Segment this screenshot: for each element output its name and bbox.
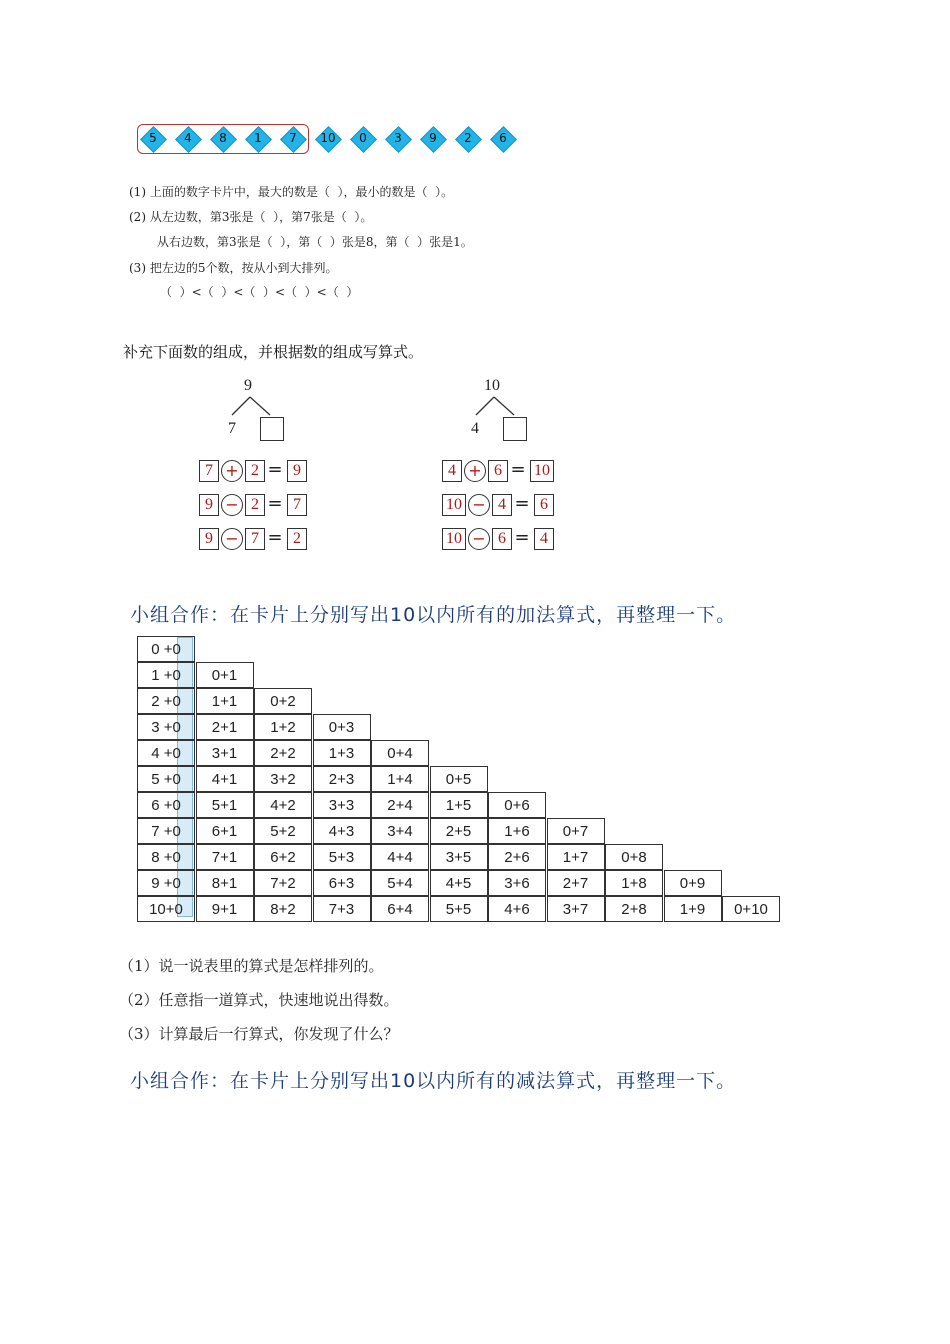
right-split-lines (472, 395, 520, 417)
operator-circle: + (221, 460, 243, 482)
number-card (281, 127, 305, 151)
addition-cell: 1+8 (605, 870, 663, 896)
left-answer-box[interactable] (260, 417, 284, 441)
question-3-blanks: （ ）<（ ）<（ ）<（ ）<（ ） (160, 285, 359, 299)
addition-cell: 6+3 (313, 870, 371, 896)
addition-cell: 4+3 (313, 818, 371, 844)
operand-box: 7 (245, 528, 265, 550)
addition-cell: 2+4 (371, 792, 429, 818)
operator-circle: + (464, 460, 486, 482)
addition-cell: 8+2 (254, 896, 312, 922)
composition-title: 补充下面数的组成，并根据数的组成写算式。 (123, 343, 424, 361)
addition-cell: 5+5 (430, 896, 488, 922)
addition-cell: 0+8 (605, 844, 663, 870)
equals-sign: = (267, 527, 283, 548)
number-card (386, 127, 410, 151)
operand-box: 6 (492, 528, 512, 550)
operator-circle: − (468, 494, 490, 516)
addition-cell: 0+5 (430, 766, 488, 792)
card-number: 2 (464, 131, 472, 145)
operand-box: 2 (245, 460, 265, 482)
question-3: (3) 把左边的5个数，按从小到大排列。 (129, 261, 338, 275)
card-number: 4 (184, 131, 192, 145)
addition-cell: 2+1 (196, 714, 254, 740)
addition-cell: 6+4 (371, 896, 429, 922)
table-question-2: （2）任意指一道算式，快速地说出得数。 (119, 991, 399, 1009)
number-cards (137, 124, 527, 154)
equals-sign: = (510, 459, 526, 480)
addition-cell: 4+6 (488, 896, 546, 922)
addition-cell: 3+3 (313, 792, 371, 818)
addition-cell: 2+7 (547, 870, 605, 896)
operator-circle: − (221, 528, 243, 550)
addition-cell: 2+3 (313, 766, 371, 792)
addition-cell: 6+2 (254, 844, 312, 870)
addition-cell: 7+3 (313, 896, 371, 922)
equals-sign: = (514, 527, 530, 548)
addition-cell: 6+1 (196, 818, 254, 844)
result-box: 6 (534, 494, 554, 516)
addition-cell: 4 +0 (137, 740, 195, 766)
addition-cell: 3+1 (196, 740, 254, 766)
addition-cell: 4+4 (371, 844, 429, 870)
group-task-addition-title: 小组合作：在卡片上分别写出10以内所有的加法算式，再整理一下。 (130, 604, 737, 626)
card-number: 5 (149, 131, 157, 145)
addition-cell: 1+6 (488, 818, 546, 844)
card-number: 7 (289, 131, 297, 145)
operand-box: 4 (492, 494, 512, 516)
addition-cell: 3+2 (254, 766, 312, 792)
addition-cell: 3+7 (547, 896, 605, 922)
addition-cell: 5+2 (254, 818, 312, 844)
operand-box: 2 (245, 494, 265, 516)
card-number: 8 (219, 131, 227, 145)
addition-cell: 0+9 (664, 870, 722, 896)
addition-cell: 2 +0 (137, 688, 195, 714)
result-box: 2 (287, 528, 307, 550)
addition-cell: 5+3 (313, 844, 371, 870)
number-card (351, 127, 375, 151)
card-number: 6 (499, 131, 507, 145)
addition-cell: 0+3 (313, 714, 371, 740)
addition-cell: 8 +0 (137, 844, 195, 870)
question-2b: 从右边数，第3张是（ ），第（ ）张是8，第（ ）张是1。 (157, 235, 473, 249)
card-number: 10 (320, 131, 336, 145)
addition-cell: 8+1 (196, 870, 254, 896)
left-whole-number: 9 (244, 377, 252, 394)
addition-cell: 7+2 (254, 870, 312, 896)
addition-cell: 0+6 (488, 792, 546, 818)
equals-sign: = (514, 493, 530, 514)
addition-cell: 9 +0 (137, 870, 195, 896)
result-box: 9 (287, 460, 307, 482)
operand-box: 4 (442, 460, 462, 482)
result-box: 7 (287, 494, 307, 516)
addition-cell: 5 +0 (137, 766, 195, 792)
number-card (176, 127, 200, 151)
right-part-number: 4 (471, 420, 479, 437)
addition-cell: 1+2 (254, 714, 312, 740)
result-box: 4 (534, 528, 554, 550)
card-number: 1 (254, 131, 262, 145)
question-2a: (2) 从左边数，第3张是（ ），第7张是（ ）。 (129, 210, 373, 224)
addition-cell: 9+1 (196, 896, 254, 922)
number-card (141, 127, 165, 151)
table-question-1: （1）说一说表里的算式是怎样排列的。 (119, 957, 384, 975)
number-card (316, 127, 340, 151)
addition-cell: 5+1 (196, 792, 254, 818)
addition-cell: 1+4 (371, 766, 429, 792)
addition-cell: 2+5 (430, 818, 488, 844)
addition-cell: 2+6 (488, 844, 546, 870)
operand-box: 9 (199, 494, 219, 516)
addition-cell: 2+8 (605, 896, 663, 922)
right-whole-number: 10 (484, 377, 500, 394)
number-card (421, 127, 445, 151)
card-number: 9 (429, 131, 437, 145)
addition-cell: 0+4 (371, 740, 429, 766)
addition-cell: 5+4 (371, 870, 429, 896)
number-card (211, 127, 235, 151)
card-number: 3 (394, 131, 402, 145)
question-1: (1) 上面的数字卡片中，最大的数是（ ），最小的数是（ ）。 (129, 185, 454, 199)
group-task-subtraction-title: 小组合作：在卡片上分别写出10以内所有的减法算式，再整理一下。 (130, 1070, 737, 1092)
operand-box: 10 (442, 494, 466, 516)
addition-cell: 4+1 (196, 766, 254, 792)
addition-cell: 3+4 (371, 818, 429, 844)
card-number: 0 (359, 131, 367, 145)
addition-cell: 0+10 (722, 896, 780, 922)
addition-cell: 0 +0 (137, 636, 195, 662)
addition-cell: 4+5 (430, 870, 488, 896)
addition-cell: 0+2 (254, 688, 312, 714)
left-split-lines (228, 395, 276, 417)
equals-sign: = (267, 493, 283, 514)
addition-cell: 1+3 (313, 740, 371, 766)
addition-cell: 6 +0 (137, 792, 195, 818)
operand-box: 10 (442, 528, 466, 550)
addition-cell: 4+2 (254, 792, 312, 818)
number-card (246, 127, 270, 151)
addition-cell: 1 +0 (137, 662, 195, 688)
operator-circle: − (221, 494, 243, 516)
equals-sign: = (267, 459, 283, 480)
addition-cell: 1+1 (196, 688, 254, 714)
right-answer-box[interactable] (503, 417, 527, 441)
table-question-3: （3）计算最后一行算式，你发现了什么？ (119, 1025, 399, 1043)
operator-circle: − (468, 528, 490, 550)
addition-cell: 3+6 (488, 870, 546, 896)
operand-box: 6 (488, 460, 508, 482)
addition-cell: 0+7 (547, 818, 605, 844)
left-part-number: 7 (228, 420, 236, 437)
addition-cell: 1+9 (664, 896, 722, 922)
addition-cell: 3+5 (430, 844, 488, 870)
addition-cell: 1+7 (547, 844, 605, 870)
addition-cell: 7 +0 (137, 818, 195, 844)
addition-cell: 1+5 (430, 792, 488, 818)
addition-cell: 0+1 (196, 662, 254, 688)
addition-cell: 3 +0 (137, 714, 195, 740)
number-card (456, 127, 480, 151)
addition-cell: 2+2 (254, 740, 312, 766)
addition-cell: 10+0 (137, 896, 195, 922)
addition-cell: 7+1 (196, 844, 254, 870)
number-card (491, 127, 515, 151)
result-box: 10 (530, 460, 554, 482)
operand-box: 9 (199, 528, 219, 550)
operand-box: 7 (199, 460, 219, 482)
